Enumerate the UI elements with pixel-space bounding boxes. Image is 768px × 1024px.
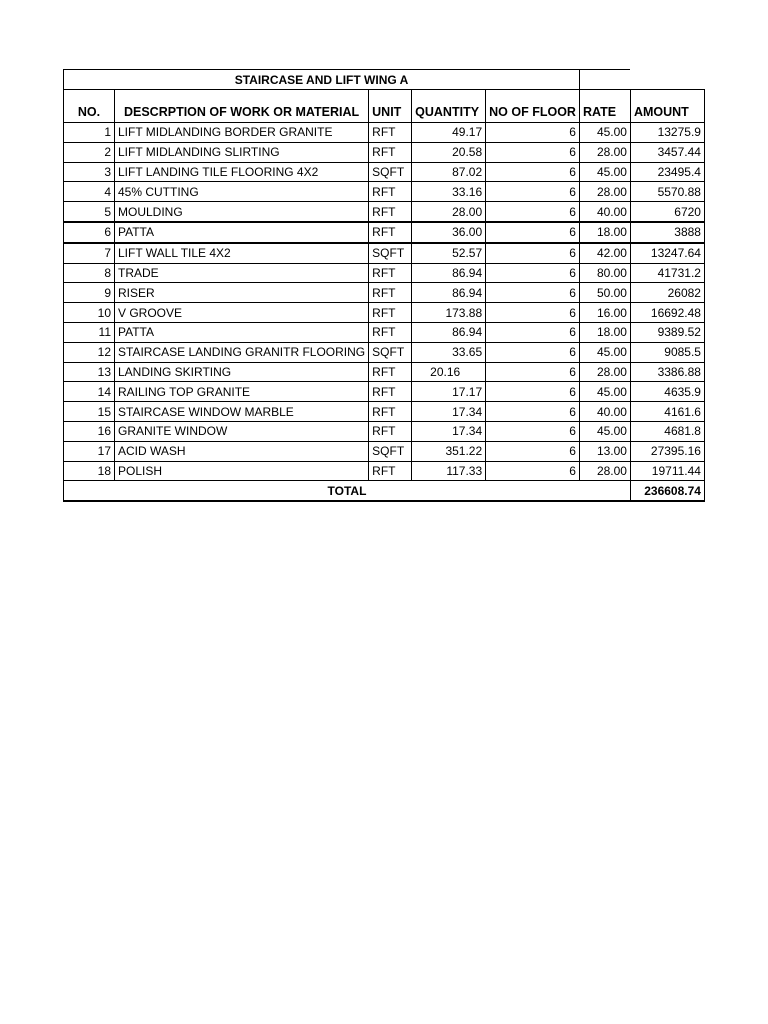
cell-floors: 6 — [486, 202, 580, 222]
cell-quantity: 17.34 — [412, 402, 486, 422]
cell-quantity: 20.16 — [412, 362, 486, 382]
cell-amount: 3457.44 — [630, 142, 704, 162]
cell-unit: RFT — [369, 283, 412, 303]
header-amount: AMOUNT — [630, 90, 704, 123]
cell-amount: 4635.9 — [630, 382, 704, 402]
estimate-table — [63, 69, 705, 502]
cell-quantity: 351.22 — [412, 441, 486, 461]
cell-description: ACID WASH — [115, 441, 369, 461]
cell-floors: 6 — [486, 441, 580, 461]
cell-quantity: 17.34 — [412, 421, 486, 441]
cell-amount: 13247.64 — [630, 243, 704, 263]
cell-rate: 45.00 — [579, 421, 630, 441]
header-floors: NO OF FLOOR — [486, 90, 580, 123]
cell-no: 3 — [64, 162, 115, 182]
cell-no: 18 — [64, 461, 115, 481]
table-row — [64, 421, 705, 441]
spreadsheet — [63, 69, 705, 502]
cell-quantity: 49.17 — [412, 123, 486, 143]
cell-rate: 28.00 — [579, 182, 630, 202]
cell-unit: RFT — [369, 322, 412, 342]
cell-unit: RFT — [369, 222, 412, 243]
cell-description: LIFT WALL TILE 4X2 — [115, 243, 369, 263]
cell-no: 7 — [64, 243, 115, 263]
table-row — [64, 162, 705, 182]
cell-amount: 5570.88 — [630, 182, 704, 202]
cell-amount: 4161.6 — [630, 402, 704, 422]
cell-rate: 42.00 — [579, 243, 630, 263]
cell-unit: RFT — [369, 142, 412, 162]
cell-no: 4 — [64, 182, 115, 202]
cell-unit: RFT — [369, 421, 412, 441]
table-row — [64, 263, 705, 283]
cell-rate: 28.00 — [579, 142, 630, 162]
cell-floors: 6 — [486, 421, 580, 441]
cell-floors: 6 — [486, 222, 580, 243]
cell-description: RISER — [115, 283, 369, 303]
cell-unit: RFT — [369, 402, 412, 422]
cell-unit: RFT — [369, 202, 412, 222]
cell-floors: 6 — [486, 182, 580, 202]
cell-quantity: 86.94 — [412, 322, 486, 342]
cell-amount: 9389.52 — [630, 322, 704, 342]
table-row — [64, 303, 705, 323]
cell-rate: 18.00 — [579, 222, 630, 243]
cell-rate: 45.00 — [579, 123, 630, 143]
cell-quantity: 28.00 — [412, 202, 486, 222]
table-row — [64, 322, 705, 342]
cell-quantity: 33.16 — [412, 182, 486, 202]
cell-floors: 6 — [486, 382, 580, 402]
cell-description: STAIRCASE WINDOW MARBLE — [115, 402, 369, 422]
cell-unit: SQFT — [369, 243, 412, 263]
cell-rate: 45.00 — [579, 162, 630, 182]
cell-description: V GROOVE — [115, 303, 369, 323]
cell-rate: 40.00 — [579, 202, 630, 222]
cell-floors: 6 — [486, 362, 580, 382]
cell-description: LIFT MIDLANDING BORDER GRANITE — [115, 123, 369, 143]
cell-amount: 23495.4 — [630, 162, 704, 182]
table-row — [64, 342, 705, 362]
empty-cell — [579, 70, 630, 90]
cell-rate: 18.00 — [579, 322, 630, 342]
cell-description: GRANITE WINDOW — [115, 421, 369, 441]
cell-no: 12 — [64, 342, 115, 362]
cell-rate: 80.00 — [579, 263, 630, 283]
total-amount: 236608.74 — [630, 481, 704, 501]
cell-floors: 6 — [486, 142, 580, 162]
cell-floors: 6 — [486, 243, 580, 263]
cell-amount: 4681.8 — [630, 421, 704, 441]
cell-no: 10 — [64, 303, 115, 323]
cell-no: 14 — [64, 382, 115, 402]
header-description: DESCRPTION OF WORK OR MATERIAL — [115, 90, 369, 123]
cell-amount: 3888 — [630, 222, 704, 243]
cell-description: LIFT LANDING TILE FLOORING 4X2 — [115, 162, 369, 182]
cell-no: 5 — [64, 202, 115, 222]
cell-rate: 28.00 — [579, 461, 630, 481]
cell-rate: 28.00 — [579, 362, 630, 382]
table-row — [64, 441, 705, 461]
cell-unit: RFT — [369, 182, 412, 202]
table-row — [64, 182, 705, 202]
cell-amount: 6720 — [630, 202, 704, 222]
cell-no: 13 — [64, 362, 115, 382]
cell-floors: 6 — [486, 402, 580, 422]
table-row — [64, 222, 705, 243]
cell-quantity: 33.65 — [412, 342, 486, 362]
cell-floors: 6 — [486, 322, 580, 342]
cell-floors: 6 — [486, 283, 580, 303]
empty-cell — [630, 70, 704, 90]
cell-unit: RFT — [369, 382, 412, 402]
cell-amount: 16692.48 — [630, 303, 704, 323]
cell-rate: 45.00 — [579, 342, 630, 362]
cell-quantity: 86.94 — [412, 263, 486, 283]
cell-quantity: 52.57 — [412, 243, 486, 263]
table-row — [64, 142, 705, 162]
cell-amount: 19711.44 — [630, 461, 704, 481]
cell-no: 17 — [64, 441, 115, 461]
header-unit: UNIT — [369, 90, 412, 123]
cell-floors: 6 — [486, 123, 580, 143]
table-row — [64, 202, 705, 222]
cell-rate: 45.00 — [579, 382, 630, 402]
cell-rate: 13.00 — [579, 441, 630, 461]
cell-no: 15 — [64, 402, 115, 422]
cell-quantity: 20.58 — [412, 142, 486, 162]
cell-amount: 41731.2 — [630, 263, 704, 283]
cell-no: 8 — [64, 263, 115, 283]
cell-unit: SQFT — [369, 441, 412, 461]
cell-no: 9 — [64, 283, 115, 303]
cell-floors: 6 — [486, 162, 580, 182]
cell-amount: 26082 — [630, 283, 704, 303]
header-row — [64, 90, 705, 123]
cell-unit: RFT — [369, 303, 412, 323]
cell-description: MOULDING — [115, 202, 369, 222]
cell-quantity: 86.94 — [412, 283, 486, 303]
cell-description: PATTA — [115, 322, 369, 342]
cell-rate: 40.00 — [579, 402, 630, 422]
cell-amount: 9085.5 — [630, 342, 704, 362]
cell-amount: 27395.16 — [630, 441, 704, 461]
title-row — [64, 70, 705, 90]
table-row — [64, 402, 705, 422]
table-row — [64, 283, 705, 303]
table-row — [64, 243, 705, 263]
cell-floors: 6 — [486, 303, 580, 323]
cell-quantity: 87.02 — [412, 162, 486, 182]
cell-unit: RFT — [369, 362, 412, 382]
cell-unit: RFT — [369, 461, 412, 481]
cell-description: LIFT MIDLANDING SLIRTING — [115, 142, 369, 162]
cell-rate: 50.00 — [579, 283, 630, 303]
table-row — [64, 461, 705, 481]
cell-floors: 6 — [486, 263, 580, 283]
table-row — [64, 123, 705, 143]
cell-no: 1 — [64, 123, 115, 143]
cell-description: POLISH — [115, 461, 369, 481]
cell-description: TRADE — [115, 263, 369, 283]
sheet-title: STAIRCASE AND LIFT WING A — [64, 70, 580, 90]
cell-quantity: 173.88 — [412, 303, 486, 323]
cell-floors: 6 — [486, 461, 580, 481]
header-quantity: QUANTITY — [412, 90, 486, 123]
cell-unit: SQFT — [369, 162, 412, 182]
total-row — [64, 481, 705, 501]
cell-no: 6 — [64, 222, 115, 243]
header-rate: RATE — [579, 90, 630, 123]
cell-floors: 6 — [486, 342, 580, 362]
cell-amount: 13275.9 — [630, 123, 704, 143]
cell-quantity: 117.33 — [412, 461, 486, 481]
cell-unit: SQFT — [369, 342, 412, 362]
table-row — [64, 362, 705, 382]
header-no: NO. — [64, 90, 115, 123]
cell-description: STAIRCASE LANDING GRANITR FLOORING — [115, 342, 369, 362]
cell-no: 16 — [64, 421, 115, 441]
total-label: TOTAL — [64, 481, 631, 501]
cell-no: 11 — [64, 322, 115, 342]
cell-rate: 16.00 — [579, 303, 630, 323]
cell-description: PATTA — [115, 222, 369, 243]
cell-quantity: 17.17 — [412, 382, 486, 402]
cell-description: 45% CUTTING — [115, 182, 369, 202]
cell-quantity: 36.00 — [412, 222, 486, 243]
cell-no: 2 — [64, 142, 115, 162]
cell-unit: RFT — [369, 263, 412, 283]
table-row — [64, 382, 705, 402]
cell-description: RAILING TOP GRANITE — [115, 382, 369, 402]
cell-amount: 3386.88 — [630, 362, 704, 382]
cell-unit: RFT — [369, 123, 412, 143]
cell-description: LANDING SKIRTING — [115, 362, 369, 382]
